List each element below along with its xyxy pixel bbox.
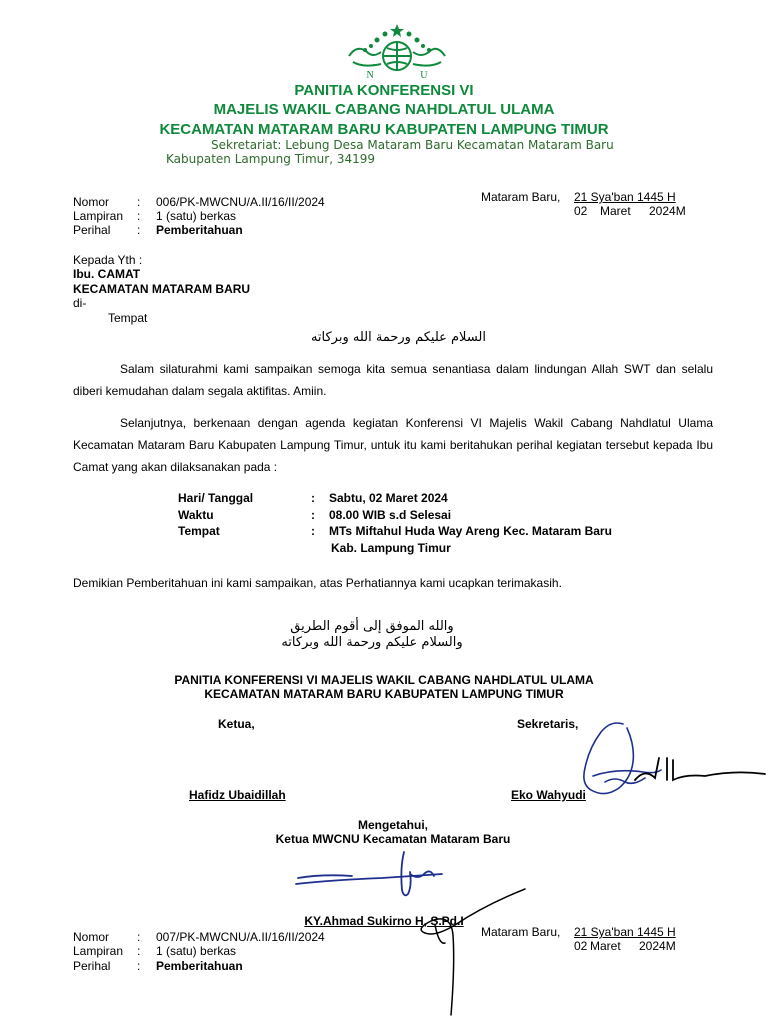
letter1-place: Mataram Baru, — [481, 190, 561, 204]
day-colon: : — [311, 491, 315, 505]
org-line-2: KECAMATAN MATARAM BARU KABUPATEN LAMPUNG TIMUR — [204, 687, 564, 701]
place-value-2: Kab. Lampung Timur — [331, 541, 451, 555]
ketua-label: Ketua, — [218, 717, 255, 731]
place-colon: : — [311, 524, 315, 538]
event-details — [0, 491, 768, 561]
recipient-name: Ibu. CAMAT — [73, 267, 141, 281]
perihal-colon-2: : — [137, 959, 141, 973]
lampiran-label: Lampiran — [73, 209, 124, 223]
nomor-colon: : — [137, 195, 141, 209]
nu-logo — [343, 22, 451, 82]
time-value: 08.00 WIB s.d Selesai — [329, 508, 452, 522]
day-label: Hari/ Tanggal — [178, 491, 254, 505]
mengetahui-label: Mengetahui, — [357, 818, 428, 832]
org-line-1: PANITIA KONFERENSI VI MAJELIS WAKIL CABANG NAHDLATUL ULAMA — [174, 673, 594, 687]
place-value-1: MTs Miftahul Huda Way Areng Kec. Mataram Baru — [329, 524, 612, 538]
lampiran-value: 1 (satu) berkas — [156, 209, 237, 223]
ketua-name: Hafidz Ubaidillah — [189, 788, 286, 802]
nomor-colon-2: : — [137, 930, 141, 944]
nomor-label-2: Nomor — [73, 930, 110, 944]
time-colon: : — [311, 508, 315, 522]
letter1-masehi-year: 2024M — [649, 204, 686, 218]
perihal-value-2: Pemberitahuan — [156, 959, 243, 973]
sekretaris-signature — [575, 718, 767, 808]
lampiran-label-2: Lampiran — [73, 944, 124, 958]
nomor-label: Nomor — [73, 195, 110, 209]
recipient-kepada: Kepada Yth : — [73, 253, 143, 267]
lampiran-value-2: 1 (satu) berkas — [156, 944, 237, 958]
day-value: Sabtu, 02 Maret 2024 — [329, 491, 448, 505]
perihal-label: Perihal — [73, 223, 111, 237]
nomor-value: 006/PK-MWCNU/A.II/16/II/2024 — [156, 195, 325, 209]
paragraph-1: Salam silaturahmi kami sampaikan semoga kita semua senantiasa dalam lindungan Allah SWT dan selalu diberi kemudahan dalam segala aktifitas. Amiin. — [73, 362, 713, 398]
closing-text: Demikian Pemberitahuan ini kami sampaikan, atas Perhatiannya kami ucapkan terimakasih. — [73, 576, 562, 590]
letterhead-title-1: PANITIA KONFERENSI VI — [294, 82, 474, 99]
letterhead-title-3: KECAMATAN MATARAM BARU KABUPATEN LAMPUNG TIMUR — [159, 121, 609, 138]
letter2-place: Mataram Baru, — [481, 925, 561, 939]
time-label: Waktu — [178, 508, 214, 522]
lampiran-colon-2: : — [137, 944, 141, 958]
secretariat-line-2: Kabupaten Lampung Timur, 34199 — [166, 152, 376, 166]
perihal-colon: : — [137, 223, 141, 237]
recipient-tempat: Tempat — [108, 311, 148, 325]
letter1-hijri-date: 21 Sya'ban 1445 H — [574, 190, 676, 204]
letter2-masehi-day: 02 — [574, 939, 588, 953]
nomor-value-2: 007/PK-MWCNU/A.II/16/II/2024 — [156, 930, 325, 944]
ketua-mwc-name: KY.Ahmad Sukirno H, S.Pd.I — [304, 914, 464, 928]
recipient-office: KECAMATAN MATARAM BARU — [73, 282, 251, 296]
closing-arabic-1: والله الموفق إلى أقوم الطريق — [290, 619, 454, 634]
letter2-masehi-year: 2024M — [639, 939, 676, 953]
sekretaris-name: Eko Wahyudi — [511, 788, 586, 802]
perihal-value: Pemberitahuan — [156, 223, 243, 237]
letterhead-title-2: MAJELIS WAKIL CABANG NAHDLATUL ULAMA — [213, 101, 555, 118]
recipient-di: di- — [73, 296, 87, 310]
greeting-arabic: السلام عليكم ورحمة الله وبركاته — [310, 330, 486, 345]
ketua-mwc-label: Ketua MWCNU Kecamatan Mataram Baru — [275, 832, 511, 846]
paragraph-2: Selanjutnya, berkenaan dengan agenda kegiatan Konferensi VI Majelis Wakil Cabang Nahdlatul Ulama Kecamatan Mataram Baru Kabupaten Lampung Timur, untuk itu kami beritahukan perihal kegiatan tersebut kepada Ibu Camat yang akan dilaksanakan pada : — [73, 416, 713, 474]
letter2-masehi-month: Maret — [590, 939, 621, 953]
letter2-hijri-date: 21 Sya'ban 1445 H — [574, 925, 676, 939]
secretariat-line-1: Sekretariat: Lebung Desa Mataram Baru Kecamatan Mataram Baru — [211, 138, 614, 152]
sekretaris-label: Sekretaris, — [517, 717, 579, 731]
letter1-masehi-month: Maret — [600, 204, 631, 218]
lampiran-colon: : — [137, 209, 141, 223]
perihal-label-2: Perihal — [73, 959, 111, 973]
letter1-masehi-day: 02 — [574, 204, 588, 218]
logo-letters: N U — [366, 70, 450, 81]
place-label: Tempat — [178, 524, 220, 538]
closing-arabic-2: والسلام عليكم ورحمة الله وبركاته — [281, 635, 463, 650]
